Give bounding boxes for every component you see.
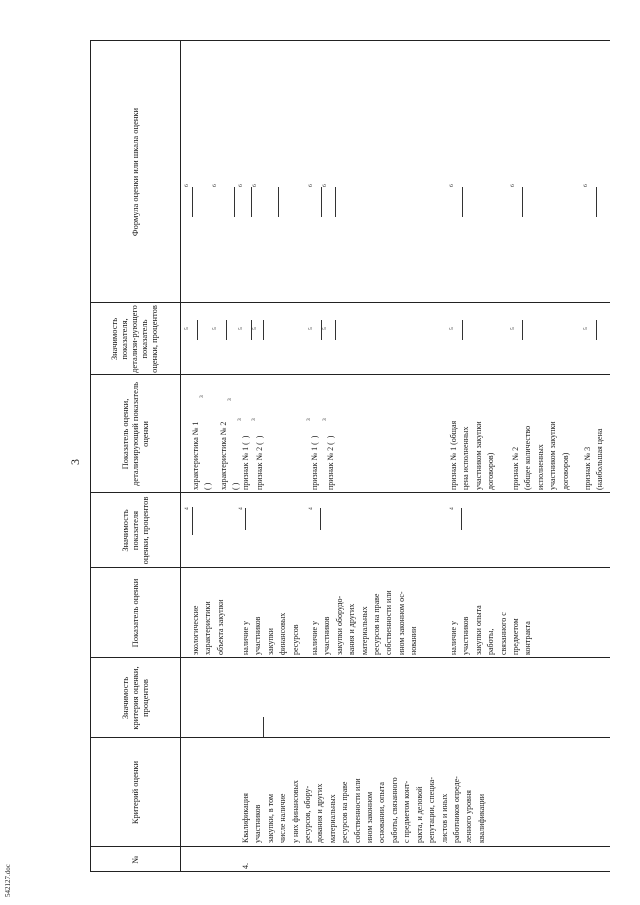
fin-sign1-weight-line: [251, 320, 252, 340]
fin-weight-line: [245, 508, 246, 530]
fin-sign2: признак № 2 ( ): [255, 435, 264, 490]
env-char2-weight: 5: [212, 327, 218, 330]
file-name: 542127.doc: [4, 864, 12, 897]
equip-sign2-formula-line: [335, 187, 336, 217]
fin-sign2-formula: 6: [252, 184, 258, 187]
column-border: [90, 492, 610, 493]
env-char1-exp: 3: [199, 395, 205, 398]
env-char1-weight-line: [197, 320, 198, 340]
exp-sign2-weight: 5: [510, 327, 516, 330]
env-char2-exp: 3: [227, 398, 233, 401]
row4-num: 4.: [241, 863, 250, 869]
env-weight-line: [192, 507, 193, 535]
env-char2-formula-line: [234, 187, 235, 217]
equip-weight-line: [320, 508, 321, 530]
env-char1-formula-line: [192, 187, 193, 217]
header-detail-weight: Значимость показателя, детализи-рующего показатель оценки, процентов: [108, 305, 160, 373]
fin-sign1-formula-line: [251, 187, 252, 217]
fin-indicator: наличие у участников закупки финансовых ресурсов: [241, 612, 300, 655]
equip-sign1-exp: 3: [306, 418, 312, 421]
equip-sign1-formula-line: [321, 187, 322, 217]
exp-sign2-formula: 6: [510, 184, 516, 187]
header-formula: Формула оценки или шкала оценки: [129, 107, 140, 237]
exp-weight-line: [461, 508, 462, 530]
equip-sign2-weight-line: [335, 320, 336, 340]
header-criterion-weight: Значимость критерия оценки, процентов: [119, 666, 150, 730]
column-border: [90, 374, 610, 375]
env-char2-weight-line: [226, 320, 227, 340]
env-char2-formula: 6: [212, 184, 218, 187]
fin-sign1-exp: 3: [237, 418, 243, 421]
fin-sign1: признак № 1 ( ): [241, 435, 250, 490]
env-char1-weight: 5: [184, 327, 190, 330]
exp-indicator: наличие у участников закупки опыта работы, связанного с предметом контракта: [449, 605, 533, 655]
exp-sign3: признак № 3 (наибольшая цена: [583, 428, 605, 490]
equip-sign1-weight: 5: [308, 327, 314, 330]
exp-sign2: признак № 2 (общее количество исполненных участником закупки договоров): [511, 421, 570, 490]
exp-sign1-formula: 6: [449, 184, 455, 187]
equip-sign1-formula: 6: [308, 184, 314, 187]
fin-sign2-exp: 3: [251, 418, 257, 421]
exp-sign3-formula: 6: [583, 184, 589, 187]
env-char1: характеристика № 1 ( ): [191, 421, 213, 490]
header-bottom-border: [180, 40, 181, 872]
env-char1-formula: 6: [184, 184, 190, 187]
header-num: №: [129, 855, 140, 864]
exp-sign3-weight: 5: [583, 327, 589, 330]
exp-sign1: признак № 1 (общая цена исполненных участником закупки договоров): [449, 420, 496, 490]
exp-sign1-formula-line: [462, 187, 463, 217]
fin-sign1-weight: 5: [238, 327, 244, 330]
header-criterion: Критерий оценки: [129, 760, 140, 825]
exp-sign1-weight-line: [462, 320, 463, 340]
env-char2: характеристика № 2 ( ): [219, 421, 241, 490]
exp-sign2-weight-line: [522, 320, 523, 340]
fin-sign2-weight-line: [263, 320, 264, 340]
header-indicator-weight: Значимость показателя оценки, процентов: [119, 496, 150, 565]
equip-sign2-exp: 3: [322, 418, 328, 421]
equip-sign1-weight-line: [321, 320, 322, 340]
equip-indicator: наличие у участников закупки оборудо- вания и других материальных ресурсов на праве собственности или ином законном ос- новании: [310, 590, 419, 655]
equip-sign2: признак № 2 ( ): [326, 435, 335, 490]
equip-weight: 4: [308, 507, 314, 510]
exp-weight: 4: [449, 507, 455, 510]
header-detail-indicator: Показатель оценки, детализирующий показатель оценки: [119, 381, 150, 487]
exp-sign3-formula-line: [596, 187, 597, 217]
header-indicator: Показатель оценки: [129, 578, 140, 648]
equip-sign2-weight: 5: [322, 327, 328, 330]
exp-sign2-formula-line: [522, 187, 523, 217]
row4-criterion-weight-line: [263, 717, 264, 737]
env-indicator: экологические характеристики объекта закупки: [191, 599, 225, 655]
page-number: 3: [68, 459, 82, 465]
fin-sign2-formula-line: [278, 187, 279, 217]
table-top-border: [90, 40, 91, 872]
exp-sign1-weight: 5: [449, 327, 455, 330]
equip-sign2-formula: 6: [322, 184, 328, 187]
env-weight: 4: [184, 507, 190, 510]
equip-sign1: признак № 1 ( ): [310, 435, 319, 490]
fin-sign1-formula: 6: [238, 184, 244, 187]
row4-criterion: Квалификация участников закупки, в том числе наличие у них финансовых ресурсов, обору- дования и других материальных ресурсов на праве собственности или ином законном основании, опыта работы, связанного с предметом конт- ракта, и деловой репутации, специа- листов и иных работников опреде- ленного уровня квалификации: [241, 776, 486, 843]
fin-weight: 4: [238, 507, 244, 510]
fin-sign2-weight: 5: [252, 327, 258, 330]
exp-sign3-weight-line: [596, 320, 597, 340]
